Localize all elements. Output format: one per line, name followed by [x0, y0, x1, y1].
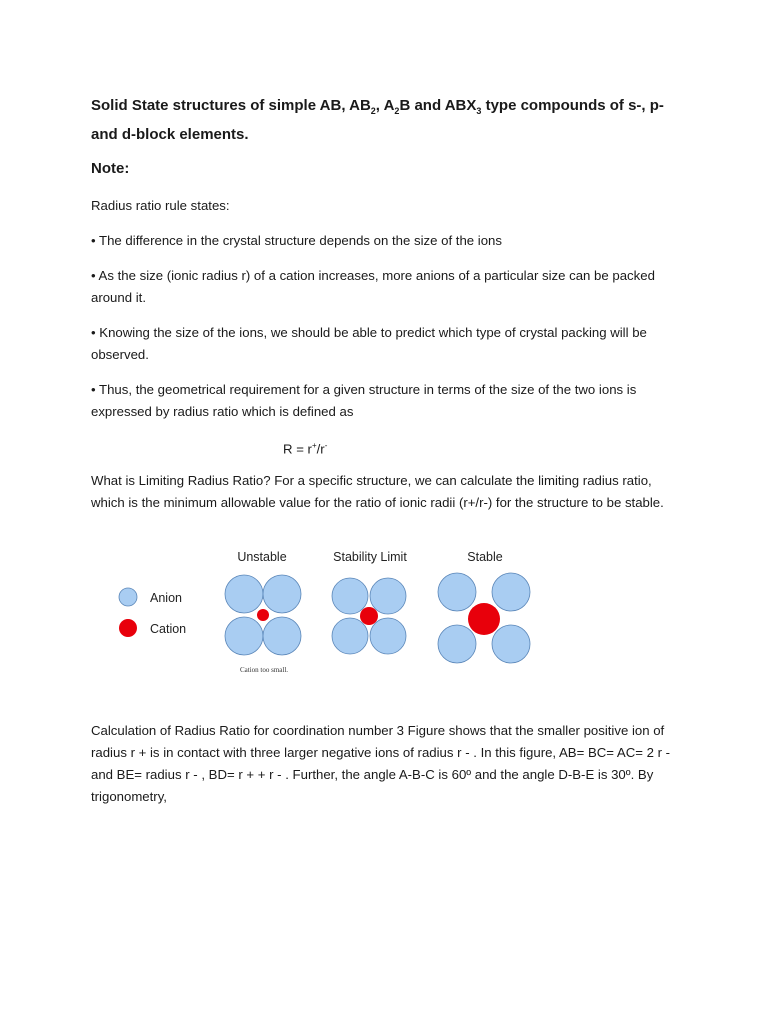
cation-circle	[468, 603, 500, 635]
anion-circle	[492, 573, 530, 611]
legend-cation-swatch	[119, 619, 137, 637]
panel-title-unstable: Unstable	[237, 550, 287, 564]
bullet-1: • The difference in the crystal structure depends on the size of the ions	[91, 233, 502, 248]
anion-circle	[370, 618, 406, 654]
note-heading: Note:	[91, 160, 130, 177]
legend-anion-label: Anion	[150, 591, 182, 605]
bullet-2: • As the size (ionic radius r) of a cation increases, more anions of a particular size can be packed around it.	[91, 268, 655, 305]
panel-title-stability-limit: Stability Limit	[333, 550, 407, 564]
bullet-4: • Thus, the geometrical requirement for a given structure in terms of the size of the two ions is expressed by radius ratio which is defined as	[91, 382, 637, 419]
cation-circle	[257, 609, 269, 621]
cation-circle	[360, 607, 378, 625]
anion-circle	[332, 578, 368, 614]
anion-circle	[438, 573, 476, 611]
radius-ratio-diagram	[105, 540, 545, 680]
anion-circle	[332, 618, 368, 654]
anion-circle	[438, 625, 476, 663]
caption-cation-too-small: Cation too small.	[239, 666, 289, 674]
calculation-paragraph: Calculation of Radius Ratio for coordination number 3 Figure shows that the smaller positive ion of radius r + is in contact with three larger negative ions of radius r - . In this figure, AB= BC= AC= 2 r - and BE= radius r - , BD= r + + r - . Further, the angle A-B-C is 60º and the angle D-B-E is 30º. By trigonometry,	[91, 723, 671, 804]
panel-stability-limit	[332, 578, 406, 654]
anion-circle	[492, 625, 530, 663]
limiting-radius-paragraph: What is Limiting Radius Ratio? For a specific structure, we can calculate the limiting radius ratio, which is the minimum allowable value for the ratio of ionic radii (r+/r-) for the structure to be stable.	[91, 473, 664, 510]
legend-anion-swatch	[119, 588, 137, 606]
anion-circle	[225, 617, 263, 655]
radius-ratio-formula: R = r+/r-	[283, 441, 328, 457]
panel-title-stable: Stable	[467, 550, 503, 564]
panel-stable	[438, 573, 530, 663]
radius-ratio-figure	[105, 540, 545, 680]
intro-text: Radius ratio rule states:	[91, 198, 230, 213]
document-title: Solid State structures of simple AB, $AB_2$, $A_2B$ and $ABX_3$ type compounds of s-, p- and d-block elements.	[91, 97, 664, 143]
anion-circle	[263, 617, 301, 655]
anion-circle	[225, 575, 263, 613]
anion-circle	[370, 578, 406, 614]
legend-cation-label: Cation	[150, 622, 187, 636]
bullet-3: • Knowing the size of the ions, we should be able to predict which type of crystal packing will be observed.	[91, 325, 647, 362]
anion-circle	[263, 575, 301, 613]
panel-unstable	[225, 575, 301, 655]
